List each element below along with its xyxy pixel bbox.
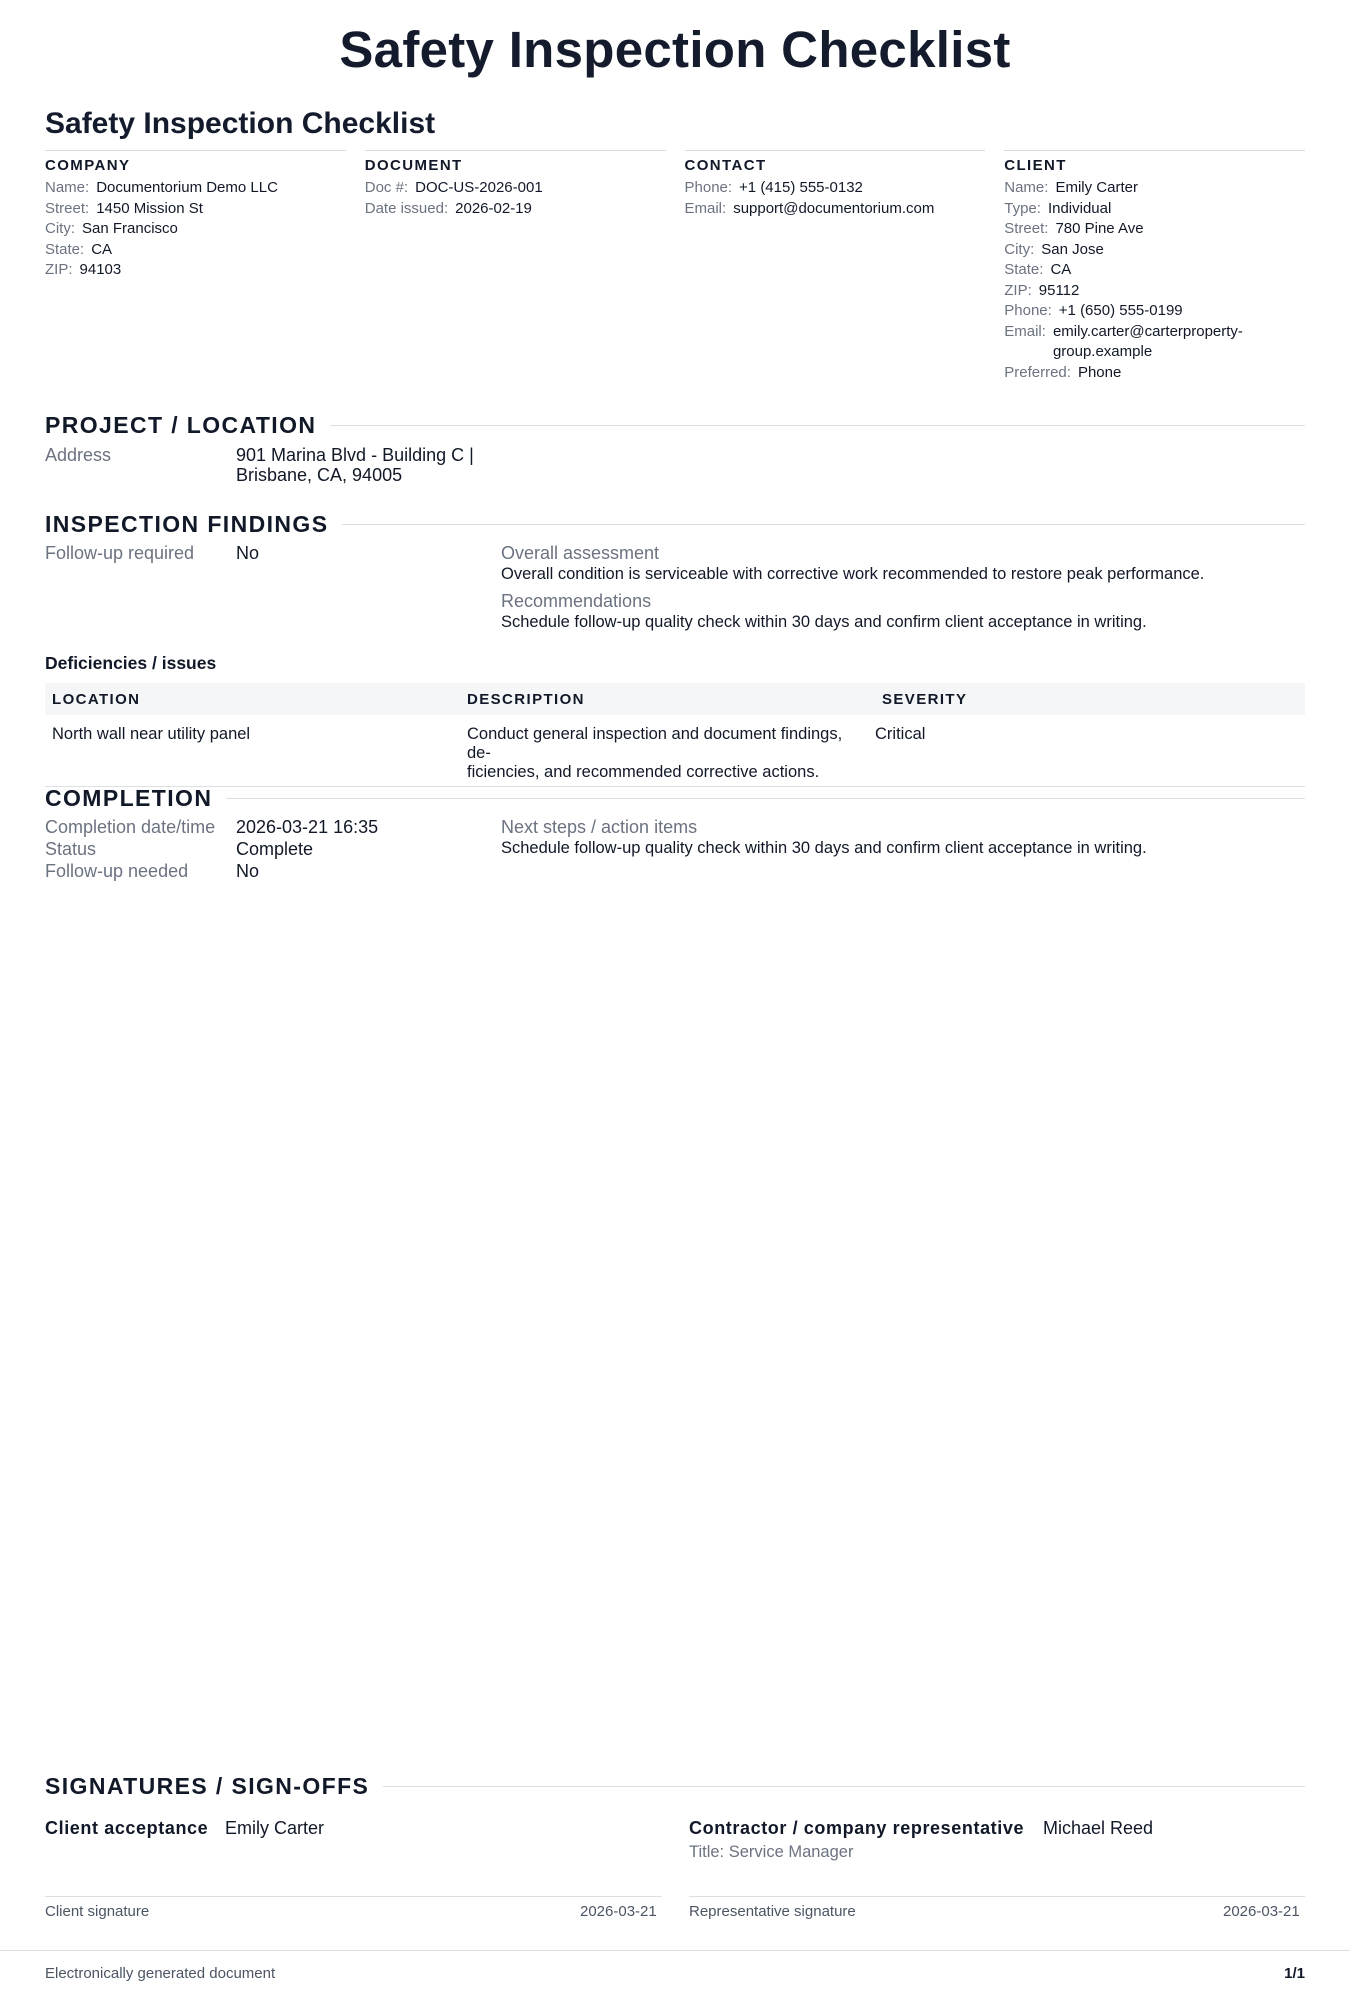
contact-block: [685, 150, 986, 383]
description-line-2: ficiencies, and recommended corrective actions.: [467, 763, 820, 781]
representative-signature-date: 2026-03-21: [1223, 1903, 1300, 1920]
field-label: Date issued:: [364, 199, 449, 217]
section-heading: COMPLETION: [45, 785, 213, 811]
signatures-section-header: [45, 1773, 1305, 1800]
document-subtitle: Safety Inspection Checklist: [45, 107, 436, 140]
address-label: Address: [45, 445, 112, 465]
deficiency-severity: Critical: [875, 715, 1305, 787]
company-name-row: [45, 178, 346, 199]
status-label: Status: [45, 839, 97, 859]
field-value: 94103: [79, 261, 122, 278]
section-heading: SIGNATURES / SIGN-OFFS: [45, 1773, 370, 1799]
company-state-row: [45, 240, 346, 261]
section-heading: PROJECT / LOCATION: [45, 412, 317, 438]
field-value: 95112: [1038, 281, 1080, 299]
field-value: DOC-US-2026-001: [415, 179, 543, 196]
recommendations-value: Schedule follow-up quality check within 30 days and confirm client acceptance in writing.: [501, 613, 1147, 631]
completion-datetime-value: 2026-03-21 16:35: [236, 817, 379, 837]
client-heading: CLIENT: [1004, 157, 1067, 174]
field-value: Emily Carter: [1055, 179, 1138, 196]
deficiency-location: North wall near utility panel: [45, 715, 460, 787]
field-value: San Jose: [1041, 240, 1104, 258]
table-row: [45, 715, 1305, 787]
client-street-row: [1004, 219, 1305, 240]
section-divider: [342, 524, 1305, 525]
field-label: Phone:: [684, 179, 733, 196]
next-steps-label: Next steps / action items: [501, 817, 698, 837]
followup-needed-value: No: [236, 861, 260, 881]
field-value: emily.carter@carterproperty-group.example: [1052, 322, 1243, 360]
deficiencies-table: [45, 683, 1305, 787]
field-value: Documentorium Demo LLC: [96, 179, 278, 196]
deficiencies-title: Deficiencies / issues: [45, 653, 217, 673]
section-heading: INSPECTION FINDINGS: [45, 511, 329, 537]
client-acceptance-name: Emily Carter: [225, 1818, 325, 1838]
field-value: Phone: [1077, 363, 1122, 381]
address-line-2: Brisbane, CA, 94005: [236, 465, 403, 485]
client-signature-caption: Client signature: [45, 1903, 150, 1920]
followup-required-label: Follow-up required: [45, 543, 195, 563]
next-steps-value: Schedule follow-up quality check within 30 days and confirm client acceptance in writing.: [501, 839, 1147, 857]
client-email-row: [1004, 322, 1305, 363]
footer-divider: [0, 1950, 1350, 1951]
company-heading: COMPANY: [45, 157, 131, 174]
date-issued-row: [365, 199, 666, 220]
field-value: CA: [91, 240, 113, 258]
field-label: Name:: [1004, 179, 1049, 196]
page-number: 1/1: [1284, 1965, 1305, 1982]
field-label: Email:: [684, 199, 727, 217]
field-label: Doc #:: [364, 179, 409, 196]
document-block: [365, 150, 666, 383]
followup-needed-label: Follow-up needed: [45, 861, 189, 881]
followup-required-value: No: [236, 543, 260, 563]
field-label: City:: [45, 220, 75, 237]
column-header-severity: SEVERITY: [875, 683, 1305, 715]
field-value: +1 (415) 555-0132: [739, 179, 863, 196]
company-zip-row: [45, 260, 346, 281]
document-title: Safety Inspection Checklist: [339, 21, 1011, 78]
client-signature-date: 2026-03-21: [580, 1903, 657, 1920]
client-preferred-row: [1004, 363, 1305, 384]
representative-name: Michael Reed: [1043, 1818, 1154, 1838]
client-acceptance-label: Client acceptance: [45, 1818, 209, 1838]
contact-phone-row: [685, 178, 986, 199]
client-state-row: [1004, 260, 1305, 281]
field-value: Individual: [1047, 199, 1112, 217]
field-label: State:: [45, 240, 85, 258]
company-city-row: [45, 219, 346, 240]
field-value: 1450 Mission St: [96, 199, 203, 217]
field-value: San Francisco: [82, 220, 178, 237]
findings-section-header: [45, 511, 1305, 538]
field-label: Name:: [45, 179, 90, 196]
representative-title: Title: Service Manager: [689, 1843, 854, 1861]
field-value: support@documentorium.com: [733, 199, 935, 217]
client-name-row: [1004, 178, 1305, 199]
representative-signature-caption: Representative signature: [689, 1903, 856, 1920]
field-label: Type:: [1004, 199, 1041, 217]
client-phone-row: [1004, 301, 1305, 322]
deficiency-description: [460, 715, 875, 787]
client-city-row: [1004, 240, 1305, 261]
contact-heading: CONTACT: [684, 157, 767, 174]
client-signature-line: [45, 1896, 662, 1897]
header-info-grid: [45, 150, 1305, 383]
representative-label: Contractor / company representative: [689, 1818, 1025, 1838]
company-block: [45, 150, 346, 383]
field-label: City:: [1004, 240, 1035, 258]
recommendations-label: Recommendations: [501, 591, 652, 611]
field-label: ZIP:: [1004, 281, 1032, 299]
completion-section-header: [45, 785, 1305, 812]
representative-signature-line: [689, 1896, 1305, 1897]
doc-number-row: [365, 178, 666, 199]
document-heading: DOCUMENT: [364, 157, 463, 174]
footer-note: Electronically generated document: [45, 1965, 276, 1982]
field-label: ZIP:: [45, 261, 73, 278]
section-divider: [226, 798, 1305, 799]
address-line-1: 901 Marina Blvd - Building C |: [236, 445, 474, 465]
overall-assessment-label: Overall assessment: [501, 543, 660, 563]
field-label: Street:: [45, 199, 90, 217]
field-label: Phone:: [1004, 302, 1052, 319]
column-header-location: LOCATION: [45, 683, 460, 715]
field-label: State:: [1004, 261, 1044, 278]
project-section-header: [45, 412, 1305, 439]
contact-email-row: [685, 199, 986, 220]
field-value: 2026-02-19: [455, 199, 532, 217]
field-label: Email:: [1004, 322, 1046, 340]
column-header-description: DESCRIPTION: [460, 683, 875, 715]
description-line-1: Conduct general inspection and document findings, de-: [467, 725, 843, 762]
field-value: 780 Pine Ave: [1055, 220, 1144, 237]
table-header-row: [45, 683, 1305, 715]
field-label: Preferred:: [1004, 363, 1071, 381]
status-value: Complete: [236, 839, 314, 859]
section-divider: [330, 425, 1305, 426]
client-zip-row: [1004, 281, 1305, 302]
field-value: +1 (650) 555-0199: [1058, 302, 1183, 319]
completion-datetime-label: Completion date/time: [45, 817, 216, 837]
section-divider: [383, 1786, 1305, 1787]
client-block: [1004, 150, 1305, 383]
field-label: Street:: [1004, 220, 1049, 237]
company-street-row: [45, 199, 346, 220]
overall-assessment-value: Overall condition is serviceable with corrective work recommended to restore peak performance.: [501, 565, 1205, 583]
field-value: CA: [1050, 261, 1072, 278]
client-type-row: [1004, 199, 1305, 220]
